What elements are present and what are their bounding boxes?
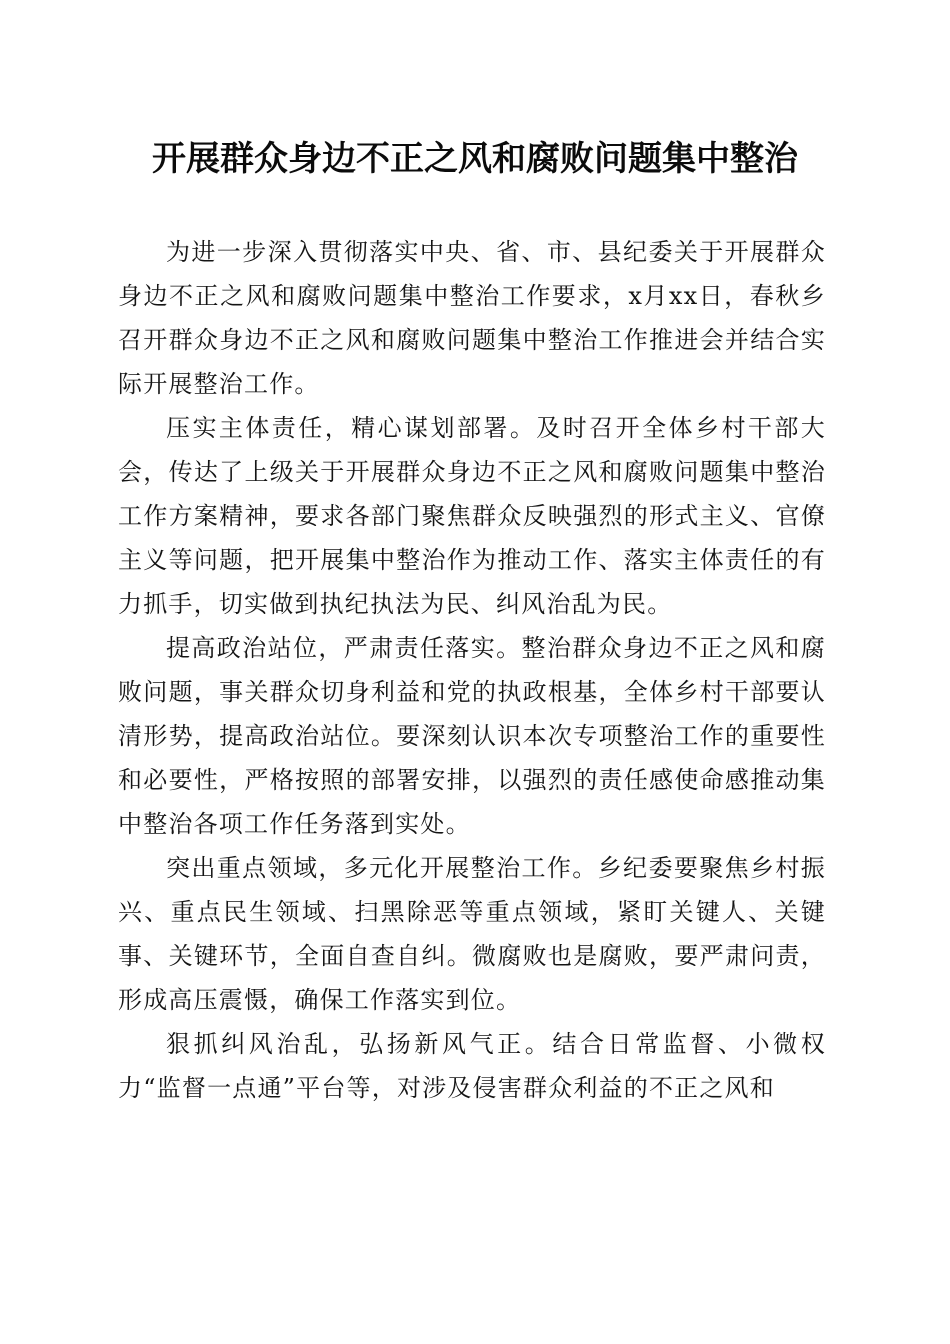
paragraph-political-stance: 提高政治站位，严肃责任落实。整治群众身边不正之风和腐败问题，事关群众切身利益和党的执政根基，全体乡村干部要认清形势，提高政治站位。要深刻认识本次专项整治工作的重要性和必要性，严格按照的部署安排，以强烈的责任感使命感推动集中整治各项工作任务落到实处。	[118, 634, 826, 838]
document-title: 开展群众身边不正之风和腐败问题集中整治	[152, 139, 798, 179]
document-body	[118, 230, 826, 1110]
paragraph-responsibility: 压实主体责任，精心谋划部署。及时召开全体乡村干部大会，传达了上级关于开展群众身边不正之风和腐败问题集中整治工作方案精神，要求各部门聚焦群众反映强烈的形式主义、官僚主义等问题，把开展集中整治作为推动工作、落实主体责任的有力抓手，切实做到执纪执法为民、纠风治乱为民。	[118, 414, 826, 618]
paragraph-rectification: 狠抓纠风治乱，弘扬新风气正。结合日常监督、小微权力“监督一点通”平台等，对涉及侵害群众利益的不正之风和	[118, 1030, 826, 1102]
paragraph-key-areas: 突出重点领域，多元化开展整治工作。乡纪委要聚焦乡村振兴、重点民生领域、扫黑除恶等重点领域，紧盯关键人、关键事、关键环节，全面自查自纠。微腐败也是腐败，要严肃问责，形成高压震慑，确保工作落实到位。	[118, 854, 826, 1014]
paragraph-intro: 为进一步深入贯彻落实中央、省、市、县纪委关于开展群众身边不正之风和腐败问题集中整治工作要求，x月xx日，春秋乡召开群众身边不正之风和腐败问题集中整治工作推进会并结合实际开展整治工作。	[118, 238, 826, 398]
